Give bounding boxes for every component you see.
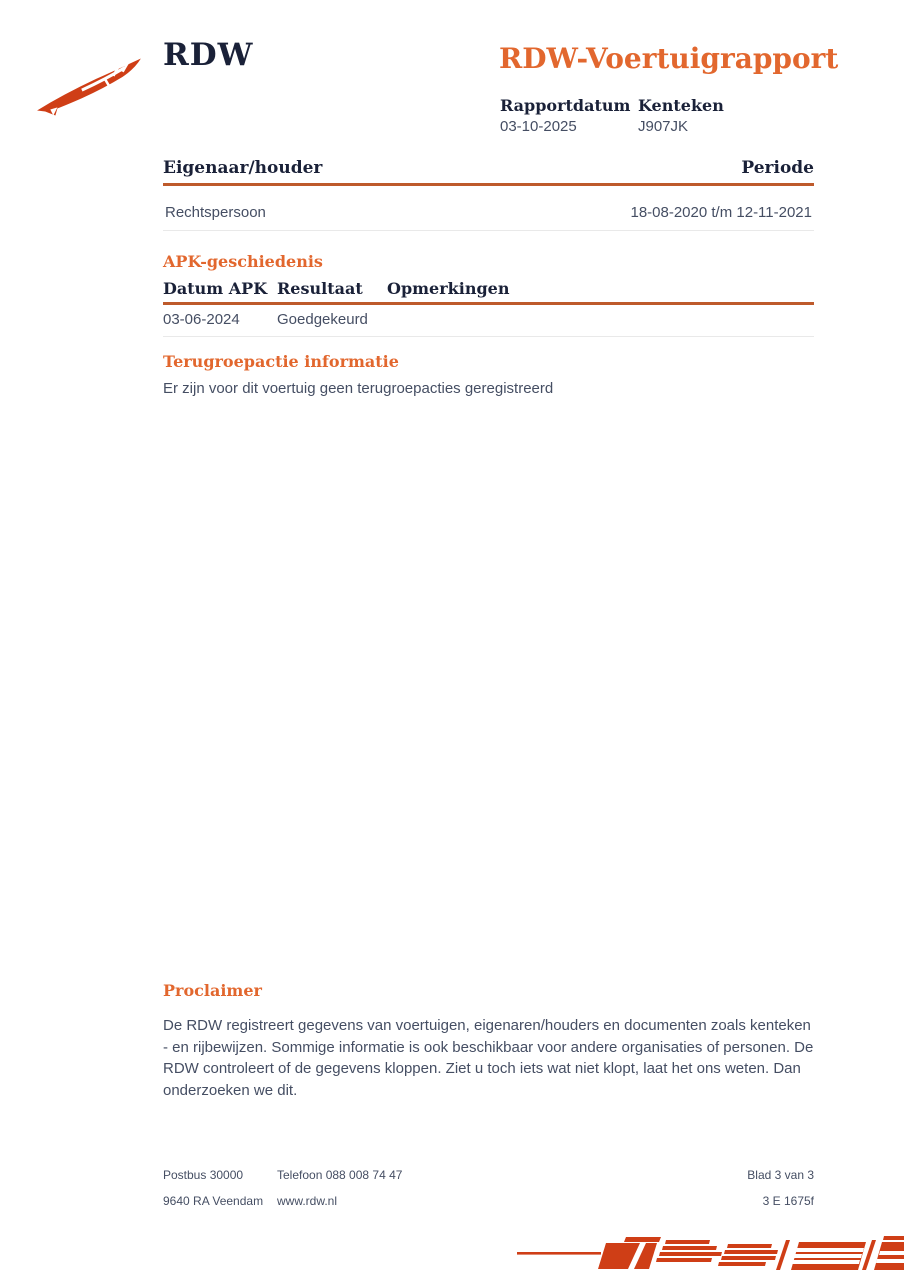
footer-page-indicator: Blad 3 van 3 bbox=[747, 1168, 814, 1182]
proclaimer-text: De RDW registreert gegevens van voertuigen, eigenaren/houders en documenten zoals kenteken - en rijbewijzen. Sommige informatie is ook beschikbaar voor andere organisaties of personen. De RDW controleert of de gegevens kloppen. Ziet u toch iets wat niet klopt, laat het ons weten. Dan onderzoeken we dit. bbox=[163, 1017, 814, 1099]
proclaimer-section bbox=[163, 981, 814, 1101]
apk-history-section bbox=[163, 252, 814, 337]
recall-info-section bbox=[163, 352, 814, 400]
apk-table-header bbox=[163, 279, 814, 305]
period-value: 18-08-2020 t/m 12-11-2021 bbox=[630, 204, 812, 221]
report-meta-values bbox=[500, 118, 688, 135]
license-plate-value: J907JK bbox=[638, 118, 689, 135]
apk-result-cell: Goedgekeurd bbox=[277, 311, 368, 328]
page-title: RDW-Voertuigrapport bbox=[499, 42, 839, 75]
report-date-label: Rapportdatum bbox=[500, 96, 631, 115]
rdw-wordmark: RDW bbox=[163, 37, 254, 73]
apk-remarks-cell bbox=[387, 311, 814, 328]
page-footer bbox=[163, 1168, 814, 1208]
rdw-feather-logo-icon bbox=[33, 50, 147, 118]
owner-row bbox=[163, 186, 814, 231]
period-heading: Periode bbox=[741, 158, 814, 178]
report-date-value: 03-10-2025 bbox=[500, 118, 577, 135]
owner-value: Rechtspersoon bbox=[165, 204, 266, 221]
footer-city: 9640 RA Veendam bbox=[163, 1194, 264, 1208]
license-plate-label: Kenteken bbox=[638, 96, 724, 115]
owner-heading: Eigenaar/houder bbox=[163, 158, 323, 178]
owner-section-header bbox=[163, 158, 814, 186]
column-header-opmerkingen: Opmerkingen bbox=[387, 279, 510, 298]
rdw-speedlines-graphic-icon bbox=[514, 1231, 904, 1279]
owner-section bbox=[163, 158, 814, 231]
report-meta-labels bbox=[500, 96, 724, 115]
recall-section-text: Er zijn voor dit voertuig geen terugroepacties geregistreerd bbox=[163, 380, 554, 397]
apk-section-heading: APK-geschiedenis bbox=[163, 252, 323, 271]
footer-website: www.rdw.nl bbox=[277, 1194, 338, 1208]
apk-date-cell: 03-06-2024 bbox=[163, 311, 240, 328]
proclaimer-heading: Proclaimer bbox=[163, 981, 262, 1000]
footer-postbus: Postbus 30000 bbox=[163, 1168, 244, 1182]
footer-phone: Telefoon 088 008 74 47 bbox=[277, 1168, 403, 1182]
recall-section-heading: Terugroepactie informatie bbox=[163, 352, 399, 371]
apk-table-row bbox=[163, 305, 814, 337]
footer-row bbox=[163, 1194, 814, 1208]
column-header-resultaat: Resultaat bbox=[277, 279, 363, 298]
footer-form-code: 3 E 1675f bbox=[762, 1194, 814, 1208]
column-header-datum-apk: Datum APK bbox=[163, 279, 268, 298]
footer-row bbox=[163, 1168, 814, 1182]
